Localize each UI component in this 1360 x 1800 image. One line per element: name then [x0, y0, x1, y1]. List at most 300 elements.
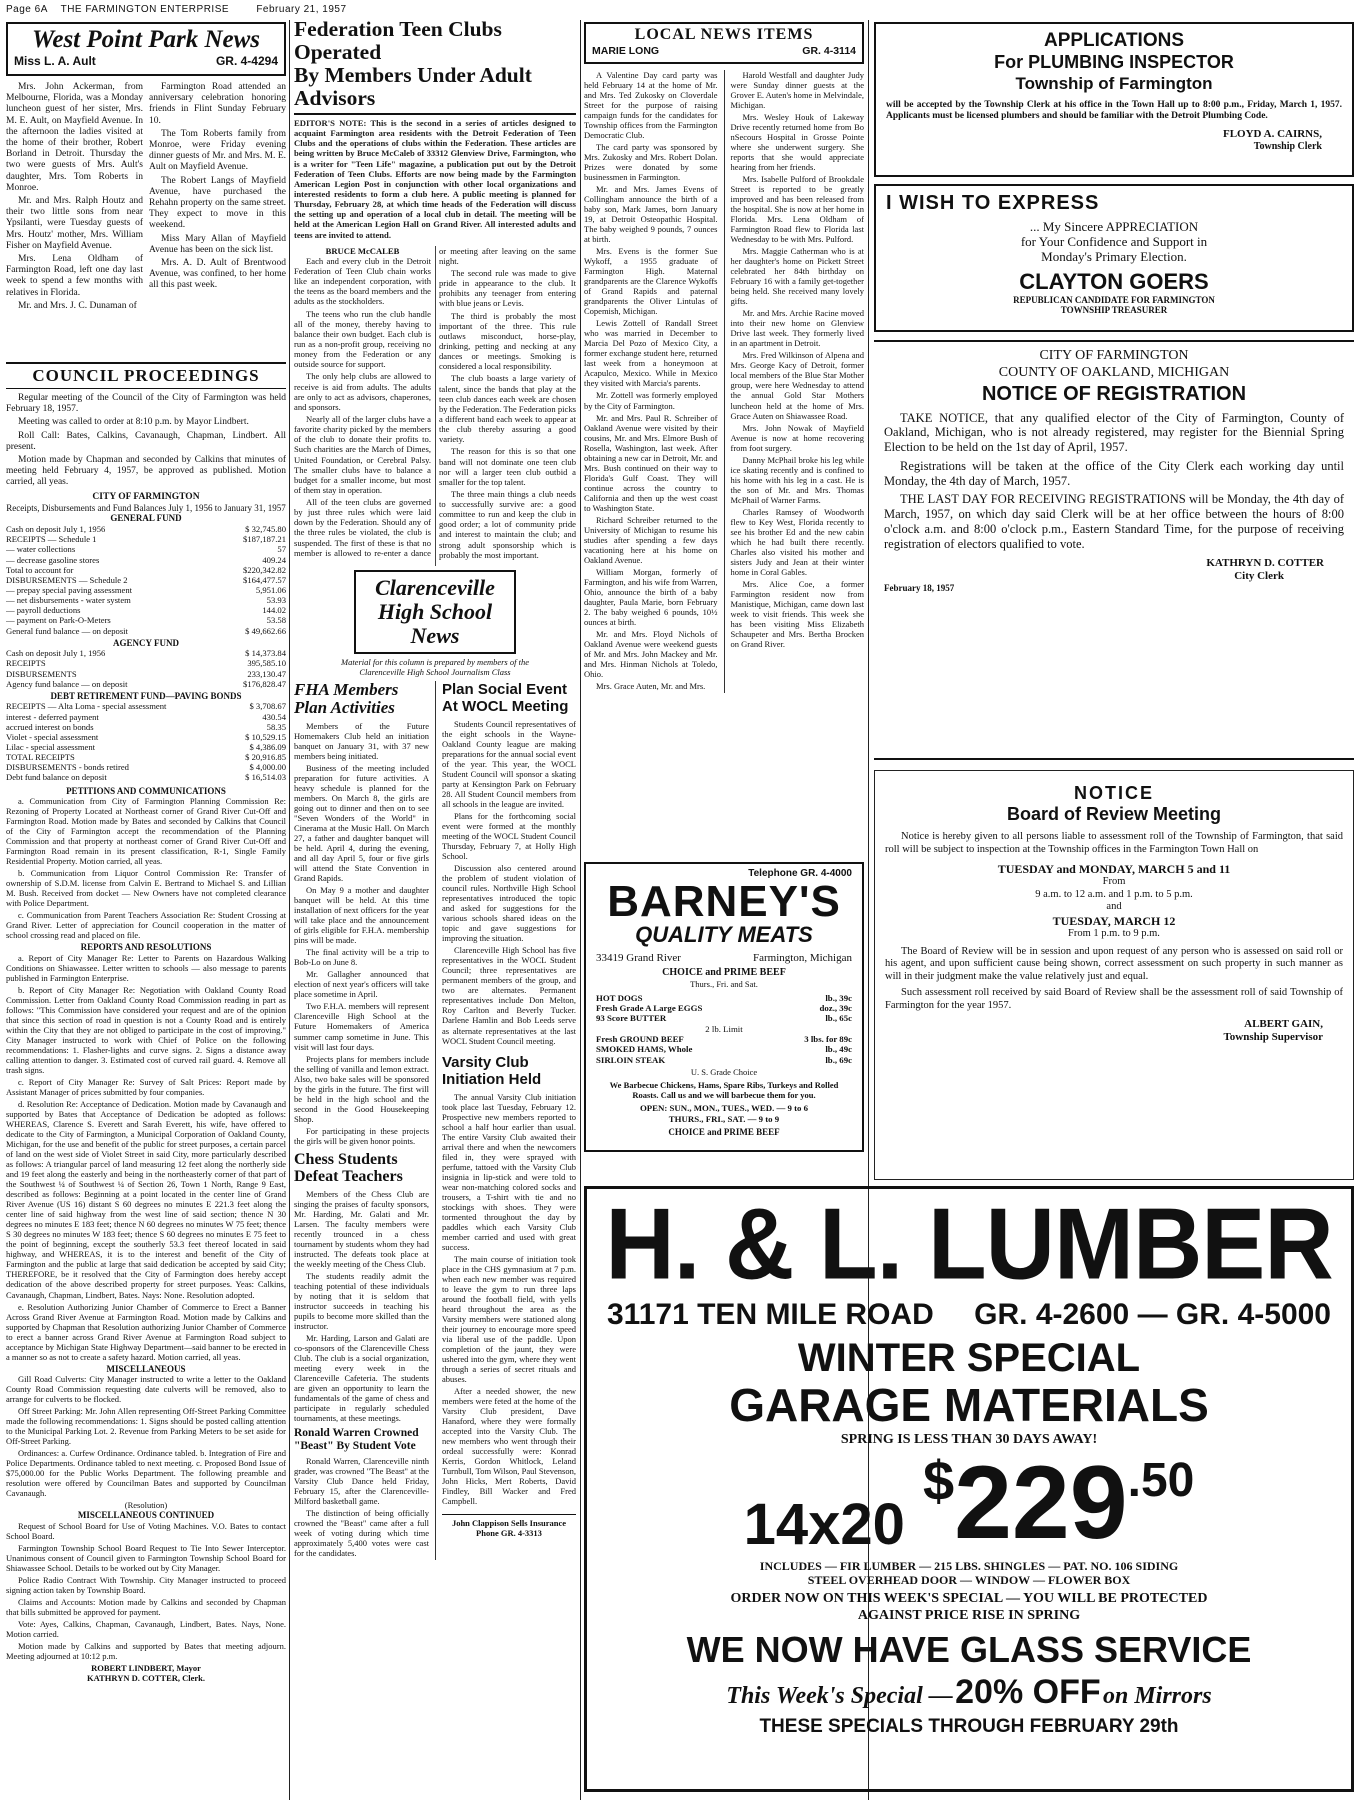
misc-continued-paragraph: Request of School Board for Use of Voting Machines. V.O. Bates to contact School Board.: [6, 1521, 286, 1542]
statement-title: CITY OF FARMINGTON: [92, 491, 200, 502]
local-news-col2: [731, 70, 865, 693]
west-point-paragraph: Mrs. Lena Oldham of Farmington Road, left one day last week to spend a few months with relatives in Florida.: [6, 254, 143, 298]
lumber-includes-2: STEEL OVERHEAD DOOR — WINDOW — FLOWER BOX: [807, 1573, 1131, 1588]
agency-fund-row: [6, 648, 286, 658]
general-fund-value: $ 32,745.80: [245, 524, 286, 535]
misc-continued-paragraph: Motion made by Calkins and supported by Bates that meeting adjourn. Meeting adjourned at 10:12 p.m.: [6, 1641, 286, 1662]
misc-paragraph: Gill Road Culverts: City Manager instructed to write a letter to the Oakland County Road Commission requesting date culverts will be removed, also to arrange for culverts to be flocked.: [6, 1374, 286, 1405]
general-fund-value: $164,477.57: [243, 574, 286, 585]
fha-paragraph: Members of the Future Homemakers Club held an initiation banquet on January 31, with 37 new members being initiated.: [294, 721, 429, 762]
debt-fund-value: $ 10,529.15: [245, 731, 286, 742]
barneys-phone: Telephone GR. 4-4000: [748, 868, 852, 879]
mayor-signature: ROBERT LINDBERT, Mayor: [91, 1663, 201, 1674]
teen-headline-1: Federation Teen Clubs Operated: [294, 18, 502, 64]
general-fund-row: [6, 534, 286, 544]
ronald-paragraph: The distinction of being officially crowned the "Beast" came after a full week of voting during which time approximately 5,400 votes were cast for the candidates.: [294, 1508, 429, 1559]
agency-fund-label: RECEIPTS: [6, 658, 46, 669]
review-signature: ALBERT GAIN,: [1244, 1017, 1323, 1030]
registration-city: CITY OF FARMINGTON: [1039, 348, 1189, 363]
general-fund-label: Total to account for: [6, 564, 74, 575]
misc-heading: MISCELLANEOUS: [106, 1363, 186, 1374]
barneys-item-row: [596, 1013, 852, 1023]
general-fund-label: — prepay special paving assessment: [6, 584, 133, 595]
lumber-size: 14x20: [743, 1491, 905, 1557]
barneys-item-label: Fresh Grade A Large EGGS: [596, 1002, 703, 1013]
misc-continued-body: [6, 1521, 286, 1661]
barneys-item-label: Fresh GROUND BEEF: [596, 1034, 684, 1045]
general-fund-row: [6, 524, 286, 534]
general-fund-value: 5,951.06: [255, 584, 286, 595]
debt-fund-heading: DEBT RETIREMENT FUND—PAVING BONDS: [50, 690, 242, 701]
local-news-phone: GR. 4-3114: [802, 44, 856, 57]
local-news-article: [584, 22, 864, 857]
clerk-signature: KATHRYN D. COTTER, Clerk.: [86, 1673, 206, 1684]
barneys-bbq: We Barbecue Chickens, Hams, Spare Ribs, Turkeys and Rolled Roasts. Call us and we will barbecue them for you.: [609, 1080, 839, 1101]
local-news-paragraph: Charles Ramsey of Woodworth flew to Key West, Florida recently to see his brother Ed and the new cabin which he had built there recently. Charles also visited his mother and sisters Judy and Jean at their winter home in Coral Gables.: [730, 506, 864, 577]
express-role-2: TOWNSHIP TREASURER: [1060, 305, 1168, 316]
express-name: CLAYTON GOERS: [1019, 268, 1209, 294]
west-point-paragraph: Mr. and Mrs. Ralph Houtz and their two little sons from near Ypsilanti, were Tuesday guests of Mrs. Houtz' mother, Mrs. William Fisher on Mayfield Avenue.: [6, 196, 143, 251]
teen-paragraph: The teens who run the club handle all of the money, thereby having to balance their own budget. Each club is run as a non-profit group, receiving no money from the Federation or any outside source for support.: [294, 308, 431, 370]
lumber-garage: GARAGE MATERIALS: [729, 1379, 1209, 1432]
general-fund-value: 144.02: [262, 605, 286, 616]
debt-fund-row: [6, 762, 286, 772]
review-title: Board of Review Meeting: [1006, 804, 1222, 825]
local-news-paragraph: Harold Westfall and daughter Judy were Sunday dinner guests at the Grover E. Auten's home in Melvindale, Michigan.: [730, 70, 864, 111]
general-fund-value: $220,342.82: [243, 564, 286, 575]
lumber-address: 31171 TEN MILE ROAD: [607, 1298, 934, 1331]
local-news-paragraph: Mr. and Mrs. Floyd Nichols of Oakland Avenue were weekend guests of Mr. and Mrs. John Mackey and Mr. and Mrs. Hinman Nichols at Toledo, Ohio.: [584, 628, 718, 679]
review-from: From: [1102, 876, 1126, 888]
barneys-item-row: [596, 993, 852, 1003]
clarenceville-title-1: Clarenceville: [375, 575, 495, 600]
clarenceville-subtitle: Material for this column is prepared by members of the Clarenceville High School Journalism Class: [340, 657, 529, 678]
lumber-mirrors: on Mirrors: [1102, 1683, 1212, 1710]
barneys-tagline-bottom: CHOICE and PRIME BEEF: [668, 1127, 780, 1137]
council-intro-paragraph: Meeting was called to order at 8:10 p.m. by Mayor Lindbert.: [18, 417, 249, 428]
debt-fund-label: DISBURSEMENTS - bonds retired: [6, 762, 129, 773]
lumber-off: 20% OFF: [955, 1673, 1101, 1712]
applications-signature: FLOYD A. CAIRNS,: [1222, 128, 1322, 141]
reports-paragraph: b. Report of City Manager Re: Negotiation with Oakland County Road Commission. Letter from Oakland County Road Commission reading in part as follows: "This Commission have considered your request and are of the opinion that since this section of road in question is not a County Road and is entirely within the City that they are not obliged to participate in the cost of improving." City Manager instructed to work with Chief of Police on the following recommendations: 1. Flasher-lights and curve signs. 2. Signs a distance away calling attention to danger. 3. Estimated cost of curved rail guard. 4. Remove all trash signs.: [6, 985, 286, 1076]
social-paragraph: Students Council representatives of the eight schools in the Wayne-Oakland County league are making preparations for the annual social event of the year. This year, the WOCL Student Council will sponsor a skating party at Kensington Park on February 28. All Student Council members from all schools in the league are invited.: [441, 719, 576, 810]
barneys-item-row: [596, 1003, 852, 1013]
local-news-paragraph: Mrs. Grace Auten, Mr. and Mrs.: [596, 680, 706, 691]
teen-editor-note: EDITOR'S NOTE: This is the second in a series of articles designed to acquaint Farmington area residents with the Detroit Federation of Teen Clubs and the operations of clubs within the Federation. These articles are being written by Bruce McCaleb of 33312 Glenview Drive, Farmington, who is a writer for "Teen Life" magazine, a publication put out by the Detroit Federation of Teen Clubs. Efforts are now being made by the Farmington American Legion Post in conjunction with other local organizations and interested residents to form a club here. A public meeting is planned for Thursday, February 28, at which time heads of the Federation will discuss the setting up and operation of a local club in detail. The meeting will be held at the American Legion Hall on Grand River. All interested adults and teens are invited to attend.: [294, 118, 576, 240]
local-news-paragraph: Mrs. Wesley Houk of Lakeway Drive recently returned home from Bo nSecours Hospital in Grosse Pointe where she underwent surgery. She reports that she would appreciate hearing from her friends.: [730, 112, 864, 173]
varsity-headline-2: Initiation Held: [441, 1070, 542, 1088]
debt-fund-value: $ 4,386.09: [249, 741, 286, 752]
registration-para-2: Registrations will be taken at the office of the City Clerk each working day until Monday, the 4th day of March, 1957.: [884, 458, 1344, 488]
west-point-title: West Point Park News: [31, 26, 260, 53]
express-title: I WISH TO EXPRESS: [886, 192, 1100, 214]
west-point-body: [6, 82, 286, 314]
barneys-item-label: HOT DOGS: [596, 992, 643, 1003]
misc-paragraph: Off Street Parking: Mr. John Allen representing Off-Street Parking Committee made the following recommendations: 1. Signs should be posted calling attention to the Municipal Parking Lot. 2. Revenue from Parking Meters to be set aside for Off-Street Parking.: [6, 1406, 286, 1447]
local-news-paragraph: The card party was sponsored by Mrs. Zukosky and Mrs. Robert Dolan. Prizes were donated by some businessmen in Farmington.: [584, 142, 718, 183]
local-news-paragraph: Mrs. Isabelle Pulford of Brookdale Street is reported to be greatly improved and has been released from the hospital. She is now at her home in Florida. Mrs. Lena Oldham of Farmington Road flew to Florida last Wednesday to be with Mrs. Pulford.: [730, 174, 864, 245]
social-headline-1: Plan Social Event: [441, 681, 568, 699]
fha-paragraph: Mr. Gallagher announced that election of next year's officers will take place sometime in April.: [294, 969, 429, 1000]
registration-county: COUNTY OF OAKLAND, MICHIGAN: [998, 364, 1230, 380]
barneys-grade: U. S. Grade Choice: [690, 1067, 758, 1078]
teen-paragraph: All of the teen clubs are governed by just three rules which were laid down by the Federation. Should any of the three rules be violated, the club is suspended. The first of these is that no member is allowed to re-enter a dance or meeting after leaving on the same night.: [294, 245, 576, 558]
local-news-paragraph: William Morgan, formerly of Farmington, and his wife from Warren, Ohio, announce the birth of a baby daughter, Paula Marie, born February 2. The baby weighed 6 pounds, 10½ ounces at birth.: [584, 566, 718, 627]
general-fund-label: — payment on Park-O-Meters: [6, 615, 111, 626]
social-headline-2: At WOCL Meeting: [441, 698, 569, 716]
general-fund-value: $ 49,662.66: [245, 625, 286, 636]
barneys-hours-2: THURS., FRI., SAT. — 9 to 9: [668, 1113, 780, 1124]
general-fund-label: Cash on deposit July 1, 1956: [6, 524, 106, 535]
general-fund-row: [6, 585, 286, 595]
teen-body: [294, 246, 576, 566]
debt-fund-label: interest - deferred payment: [6, 711, 99, 722]
reports-paragraph: c. Report of City Manager Re: Survey of Salt Prices: Report made by Assistant Manager of prices submitted by four companies.: [6, 1077, 286, 1098]
teen-paragraph: The reason for this is so that one band will not dominate one teen club nor will a larger teen club outbid a smaller for the top talent.: [439, 446, 576, 487]
chess-headline-2: Defeat Teachers: [294, 1167, 403, 1185]
debt-fund-label: accrued interest on bonds: [6, 721, 94, 732]
west-point-correspondent: Miss L. A. Ault: [14, 54, 96, 68]
debt-fund-row: [6, 742, 286, 752]
west-point-article: [6, 22, 286, 358]
agency-fund-value: $176,828.47: [243, 678, 286, 689]
reports-paragraph: e. Resolution Authorizing Junior Chamber of Commerce to Erect a Banner Across Grand River Avenue at Farmington Road. Motion made by Calkins and supported by Chapman that Resolution authorizing Junior Chamber of Commerce to erect a banner across Grand River Avenue at Farmington Road subject to acceptance by Michigan State Highway Department—said banner to be erected in a manner so as not to create a safety hazard. Motion carried, all yeas.: [6, 1301, 286, 1362]
local-news-paragraph: Richard Schreiber returned to the University of Michigan to resume his studies after spending a few days vacationing here at his home on Oakland Avenue.: [584, 514, 718, 565]
misc-continued-heading: MISCELLANEOUS CONTINUED: [77, 1510, 215, 1521]
hl-lumber-ad: [584, 1186, 1354, 1792]
review-hours-2: From 1 p.m. to 9 p.m.: [1068, 927, 1160, 939]
debt-fund-ledger: [6, 701, 286, 782]
clarenceville-title-2: High School News: [377, 599, 493, 648]
chess-paragraph: Members of the Chess Club are singing the praises of faculty sponsors, Mr. Harding, Mr. Galati and Mr. Larsen. The faculty members were recently trounced in a chess tournament by students whom they had instructed. The defeats took place at the weekly meeting of the Chess Club.: [294, 1188, 429, 1269]
barneys-item-label: SIRLOIN STEAK: [596, 1054, 666, 1065]
chess-paragraph: The students readily admit the teaching potential of these individuals by noting that it is seldom that instructor succeeds in teaching his pupils to become more skilled than the instructor.: [294, 1270, 429, 1331]
council-intro-paragraph: Motion made by Chapman and seconded by Calkins that minutes of meeting held February 4, 1957, be approved as published. Motion carried, all yeas.: [6, 455, 286, 488]
varsity-paragraph: The annual Varsity Club initiation took place last Tuesday, February 12. Prospective new members reported to school a half hour earlier than usual. The entire Varsity Club awaited their arrival there and when the newcomers filed in, they were sprayed with perfume, tattoed with the Varsity Club insignia in lip-stick and were told to wear non-matching colored socks and trousers, a T-shirt with tie and no stockings with shoes. They were tormented throughout the day by paddles which each Varsity Club member carried and used with great success.: [441, 1091, 576, 1252]
barneys-limit: 2 lb. Limit: [705, 1023, 743, 1034]
general-fund-value: $187,187.21: [243, 534, 286, 545]
misc-body: [6, 1374, 286, 1498]
agency-fund-label: Agency fund balance — on deposit: [6, 678, 128, 689]
barneys-tagline: CHOICE and PRIME BEEF: [662, 966, 786, 978]
review-para-3: Such assessment roll received by said Board of Review shall be the assessment roll of said Township of Farmington for the year 1957.: [885, 987, 1343, 1011]
local-news-masthead: [584, 22, 864, 64]
clarenceville-columns: [294, 681, 576, 1560]
barneys-price-list-2: [596, 1034, 852, 1065]
general-fund-label: — water collections: [6, 544, 76, 555]
agency-fund-value: 395,585.10: [247, 658, 286, 669]
barneys-item-row: [596, 1044, 852, 1054]
general-fund-row: [6, 615, 286, 625]
debt-fund-row: [6, 701, 286, 711]
west-point-paragraph: Mrs. John Ackerman, from Melbourne, Florida, was a Monday luncheon guest of her sister, Mrs. M. E. Ault, on Mayfield Avenue. In the afternoon the ladies visited at the home of their brother, Robert Borland in Detroit. Thursday the two were guests of Mrs. Ault's daughter, Mrs. Tom Roberts in Monroe.: [6, 82, 143, 193]
misc-continued-paragraph: Police Radio Contract With Township. City Manager instructed to proceed signing action taken by Township Board.: [6, 1575, 286, 1596]
varsity-body: [442, 1092, 576, 1507]
west-point-paragraph: The Tom Roberts family from Monroe, were Friday evening dinner guests of Mr. and Mrs. M. E. Ault on Mayfield Avenue.: [149, 128, 286, 173]
barneys-days: Thurs., Fri. and Sat.: [690, 978, 758, 989]
local-news-paragraph: A Valentine Day card party was held February 14 at the home of Mr. and Mrs. Ted Zukosky on Cloverdale Street for the purpose of raising campaign funds for the candidates for Township offices from the Farmington Democratic Club.: [584, 70, 718, 141]
ronald-headline-2: "Beast" By Student Vote: [294, 1440, 416, 1453]
column-rule: [289, 20, 290, 1800]
local-news-title: LOCAL NEWS ITEMS: [634, 26, 814, 43]
council-proceedings: [6, 362, 286, 1792]
review-signature-title: Township Supervisor: [1223, 1030, 1323, 1043]
teen-byline: BRUCE McCALEB: [325, 245, 400, 256]
teen-paragraph: The second rule was made to give pride in appearance to the club. It prohibits any teenager from entering with blue jeans or Levis.: [439, 267, 576, 309]
west-point-paragraph: Mrs. A. D. Ault of Brentwood Avenue, was confined, to her home all this past week.: [149, 258, 286, 291]
barneys-item-value: lb., 65c: [825, 1013, 852, 1024]
general-fund-ledger: [6, 524, 286, 636]
local-news-paragraph: Mr. and Mrs. James Evens of Collingham announce the birth of a baby son, Mark James, born January 19, at Detroit Osteopathic Hospital. The baby weighed 9 pounds, 7 ounces at birth.: [584, 184, 718, 245]
council-intro-paragraph: Regular meeting of the Council of the City of Farmington was held February 18, 1957.: [6, 393, 286, 415]
express-line-2: for Your Confidence and Support in: [1020, 233, 1208, 249]
teen-paragraph: The club boasts a large variety of talent, since the bands that play at the teen club dances each week are chosen by the Federation. The Federation picks a different band each week to appear at the club thereby assuring a good variety.: [439, 373, 576, 445]
lumber-through: THESE SPECIALS THROUGH FEBRUARY 29th: [759, 1716, 1179, 1738]
teen-paragraph: Each and every club in the Detroit Federation of Teen Club chain works like an independent corporation, with the teens as the board members and the adults as the stockholders.: [294, 255, 431, 307]
debt-fund-row: [6, 722, 286, 732]
review-hours-1: 9 a.m. to 12 a.m. and 1 p.m. to 5 p.m.: [1035, 888, 1193, 900]
clarenceville-masthead: [354, 570, 516, 654]
barneys-item-value: 3 lbs. for 89c: [804, 1034, 852, 1045]
review-para-1: Notice is hereby given to all persons liable to assessment roll of the Township of Farmington, that said roll will be subject to inspection at the Township offices in the Farmington Town Hall on: [885, 831, 1343, 855]
fha-paragraph: On May 9 a mother and daughter banquet will be held. At this time installation of next officers for the year will take place and the announcement of girls eligible for F.H.A. membership pins will be made.: [294, 885, 429, 946]
social-paragraph: Plans for the forthcoming social event were formed at the monthly meeting of the WOCL Student Council Thursday, February 7, at Holly High School.: [441, 811, 576, 862]
barneys-item-value: doz., 39c: [819, 1002, 852, 1013]
debt-fund-value: 58.35: [266, 721, 286, 732]
debt-fund-label: TOTAL RECEIPTS: [6, 752, 75, 763]
local-news-paragraph: Mrs. Maggie Catherman who is at her daughter's home on Pickett Street celebrated her 84th birthday on February 16 with a family get-together being held. She received many lovely gifts.: [730, 246, 864, 307]
teen-rule: [294, 113, 576, 115]
petitions-body: [6, 796, 286, 940]
fha-paragraph: Two F.H.A. members will represent Clarenceville High School at the Future Homemakers of America summer camp sometime in June. This visit will last four days.: [294, 1001, 429, 1052]
agency-fund-value: $ 14,373.84: [245, 648, 286, 659]
general-fund-row: [6, 544, 286, 554]
local-news-paragraph: Mrs. Alice Coe, a former Farmington resident now from Manistique, Michigan, came down last week to visit friends. This week she has been visiting Miss Elizabeth Schaupeter and Mrs. Bertha Brocken on Grand River.: [730, 578, 864, 649]
express-role-1: REPUBLICAN CANDIDATE FOR FARMINGTON: [1013, 294, 1215, 305]
debt-fund-value: $ 3,708.67: [249, 701, 286, 712]
registration-signature-title: City Clerk: [1234, 570, 1284, 583]
varsity-headline-1: Varsity Club: [441, 1053, 529, 1071]
clarenceville-right-column: [442, 681, 576, 1560]
clappison-phone: Phone GR. 4-3313: [476, 1528, 542, 1539]
debt-fund-row: [6, 752, 286, 762]
west-point-masthead: [6, 22, 286, 76]
barneys-ad: [584, 862, 864, 1152]
barneys-subtitle: QUALITY MEATS: [635, 921, 813, 947]
debt-fund-value: 430.54: [262, 711, 286, 722]
general-fund-label: General fund balance — on deposit: [6, 625, 128, 636]
review-dates-1: TUESDAY and MONDAY, MARCH 5 and 11: [997, 862, 1231, 877]
lumber-special: This Week's Special —: [726, 1683, 953, 1710]
debt-fund-row: [6, 732, 286, 742]
general-fund-label: — payroll deductions: [6, 605, 81, 616]
local-news-paragraph: Mr. and Mrs. Archie Racine moved into their new home on Glenview Drive last week. They formerly lived in an apartment in Detroit.: [730, 308, 864, 349]
express-ad: [874, 184, 1354, 332]
local-news-paragraph: Mrs. John Nowak of Mayfield Avenue is now at home recovering from foot surgery.: [730, 422, 864, 453]
barneys-item-label: SMOKED HAMS, Whole: [596, 1044, 693, 1055]
misc-continued-paragraph: Claims and Accounts: Motion made by Calkins and seconded by Chapman that bills submitted be approved for payment.: [6, 1597, 286, 1618]
barneys-item-value: lb., 39c: [825, 992, 852, 1003]
petitions-paragraph: c. Communication from Parent Teachers Association Re: Student Crossing at Grand River. Letter of appreciation for Council cooperation in the matter of school crossing read and placed on file.: [6, 910, 286, 941]
west-point-phone: GR. 4-4294: [215, 54, 278, 68]
teen-paragraph: The third is probably the most important of the three. This rule outlaws misconduct, horse-play, drinking, petting and necking at any dances or meetings. Smoking is considered a local responsibility.: [439, 310, 576, 372]
teen-paragraph: The three main things a club needs to successfully survive are: a good committee to run and keep the club in good order; a lot of community pride and interest to maintain the club; and strong adult sponsorship which is probably the most important.: [439, 488, 576, 560]
applications-title: APPLICATIONS: [1043, 30, 1185, 51]
lumber-name: H. & L. LUMBER: [605, 1188, 1333, 1301]
council-title: COUNCIL PROCEEDINGS: [6, 362, 286, 389]
local-news-paragraph: Mrs. Fred Wilkinson of Alpena and Mrs. George Kacy of Detroit, former local members of the Blue Star Mother group, were here Wednesday to attend the annual Gold Star Mothers luncheon held at the home of Mrs. Grace Auten on Shiawassee Road.: [730, 350, 864, 421]
reports-paragraph: d. Resolution Re: Acceptance of Dedication. Motion made by Cavanaugh and supported by Bates that Acceptance of Dedication be adopted as follows: WHEREAS, Clarence S. Everett and Sarah Everett, his wife, have offered to dedicate to the City of Farmington, a Municipal Corporation of Oakland County, Michigan, for the use and benefit of the public for street purposes, a certain parcel of land on the west side of Violet Street in said City, more particularly described as follows: A triangular parcel of land measuring 12 feet along the northerly side and 19 feet along the easterly and being in the northeasterly corner of that part of the Southwest ¼ of Southwest ¼ of Section 26, Town 1 North, Range 9 East, described as follows: Beginning at a point located in the center line of Grand River Avenue (US 16) distant S 60 degrees no minutes E 221.3 feet along the center line of said highway from the west line of said section; thence N 30 degrees no minutes E 183 feet; thence N 60 degrees no minutes W 75 feet; thence S 30 degrees no minutes W 183 feet; thence S 60 degrees no minutes E 75 feet to the point of beginning, except the southerly 53.3 feet thereof located in said highway, and WHEREAS, it is to the interest and benefit of the City of Farmington and the public at large that said dedication be accepted by said City; THEREFORE, be it resolved that the City of Farmington does hereby accept dedication of the above described property for street purposes. Yeas: Calkins, Cavanaugh, Chapman, Lindbert, Bates. Nays: None. Resolution adopted.: [6, 1099, 286, 1300]
review-and: and: [1106, 901, 1122, 913]
teen-clubs-article: [294, 18, 576, 566]
folio-date: February 21, 1957: [256, 4, 347, 15]
local-news-correspondent: MARIE LONG: [592, 44, 660, 57]
general-fund-row: [6, 555, 286, 565]
social-body: [442, 719, 576, 1046]
local-news-paragraph: Mr. and Mrs. Paul R. Schreiber of Oakland Avenue were visited by their cousins, Mr. and Mrs. Elmore Bush of Rosella, Washington, last week. After obtaining a new car in Detroit, Mr. and Mrs. Bush continued on their way to Florida's Gulf Coast. They will continue across the country to California and then up the west coast to Washington State.: [584, 412, 718, 513]
west-point-paragraph: Farmington Road attended an anniversary celebration honoring friends in Flint Sunday February 10.: [149, 82, 286, 126]
local-news-paragraph: Mrs. Evens is the former Sue Wykoff, a 1955 graduate of Farmington High. Maternal grandparents are the Clarence Wykoffs of Grand Rapids and paternal grandparents the Oliver Lintulas of Copemish, Michigan.: [584, 246, 718, 317]
clarenceville-section: [294, 570, 576, 1792]
lumber-price-row: [597, 1444, 1341, 1561]
general-fund-heading: GENERAL FUND: [110, 513, 182, 524]
general-fund-row: [6, 626, 286, 636]
general-fund-row: [6, 595, 286, 605]
debt-fund-label: Violet - special assessment: [6, 731, 99, 742]
debt-fund-label: Lilac - special assessment: [6, 741, 96, 752]
registration-para-1: TAKE NOTICE, that any qualified elector of the City of Farmington, County of Oakland, Michigan, who is not already registered, may register for the Biennial Spring Election to be held on the 1st day of April, 1957.: [884, 410, 1344, 455]
general-fund-value: 53.58: [266, 615, 286, 626]
teen-headline-2: By Members Under Adult Advisors: [294, 63, 532, 110]
misc-paragraph: Ordinances: a. Curfew Ordinance. Ordinance tabled. b. Integration of Fire and Police Departments. Ordinance tabled to next meeting. c. Proposed Bond Issue of $75,000.00 for the Public Works Department. The following preamble and resolution were offered by Councilman Bates and supported by Councilman Cavanaugh.: [6, 1448, 286, 1499]
barneys-city: Farmington, Michigan: [753, 951, 852, 964]
applications-notice: [874, 22, 1354, 177]
lumber-includes: INCLUDES — FIR LUMBER — 215 LBS. SHINGLES — PAT. NO. 106 SIDING: [759, 1558, 1179, 1573]
general-fund-row: [6, 565, 286, 575]
local-news-paragraph: Danny McPhail broke his leg while ice skating recently and is confined to his home with his leg in a cast. He is the son of Mr. and Mrs. Thomas McPhail of Warner Farms.: [730, 454, 864, 505]
debt-fund-value: $ 4,000.00: [249, 762, 286, 773]
lumber-spring: SPRING IS LESS THAN 30 DAYS AWAY!: [840, 1432, 1098, 1448]
teen-paragraph: Nearly all of the larger clubs have a favorite charity picked by the members of the club to donate their profits to. Such charities are the March of Dimes, United Foundation, or Cerebral Palsy. The smaller clubs have to balance a budget for a smaller income, but most of them stay in operation.: [294, 413, 431, 495]
social-paragraph: Clarenceville High School has five representatives in the WOCL Student Council; three representatives are permanent members of the group, and two are alternates. Permanent representatives include Don Melton, Roy Carlton and Beverly Tucker. Darlene Hamlin and Bob Leeds serve as alternate representatives at the last WOCL Student Council meeting.: [441, 945, 576, 1046]
barneys-item-value: lb., 69c: [825, 1054, 852, 1065]
applications-body: will be accepted by the Township Clerk at his office in the Town Hall up to 8:00 p.m., Friday, March 1, 1957. Applicants must be licensed plumbers and should be familiar with the Detroit Plumbing Code.: [886, 99, 1342, 121]
general-fund-label: — decrease gasoline stores: [6, 554, 100, 565]
lumber-winter: WINTER SPECIAL: [797, 1336, 1141, 1381]
ronald-paragraph: Ronald Warren, Clarenceville ninth grader, was crowned "The Beast" at the Varsity Club Dance held Friday, February 15, after the Clarenceville-Milford basketball game.: [294, 1456, 429, 1507]
reports-body: [6, 953, 286, 1362]
lumber-price: 229: [954, 1444, 1128, 1561]
chess-headline-1: Chess Students: [294, 1150, 398, 1168]
registration-para-3: THE LAST DAY FOR RECEIVING REGISTRATIONS will be Monday, the 4th day of March, 1957, on which day said Clerk will be at her office between the hours of 8:00 o'clock a.m. and 8:00 o'clock p.m., Eastern Standard Time, for the purpose of receiving registration of electors qualified to vote.: [884, 492, 1344, 551]
teen-paragraph: The only help clubs are allowed to receive is aid from adults. The adults are only to act as advisors, chaperones, and sponsors.: [294, 371, 431, 412]
petitions-paragraph: b. Communication from Liquor Control Commission Re: Transfer of ownership of S.D.M. license from Calvin E. Bertrand to Michael S. and Lillian M. Bush. Received from docket — New Owners have not completed clearance with Police Department.: [6, 868, 286, 909]
registration-signature: KATHRYN D. COTTER: [1206, 557, 1324, 570]
west-point-col2: [149, 82, 286, 314]
ronald-headline-1: Ronald Warren Crowned: [294, 1427, 419, 1440]
west-point-paragraph: Miss Mary Allan of Mayfield Avenue has been on the sick list.: [149, 233, 286, 255]
debt-fund-label: RECEIPTS — Alta Loma - special assessment: [6, 701, 167, 712]
general-fund-row: [6, 605, 286, 615]
council-intro-paragraph: Roll Call: Bates, Calkins, Cavanaugh, Chapman, Lindbert. All present.: [6, 430, 286, 452]
social-paragraph: Discussion also centered around the problem of student violation of council rules. Northville High School representatives introduced the topic and asked for suggestions for the various schools shared ideas on the topic and gave suggestions for improving the situation.: [441, 863, 576, 944]
local-news-body: [584, 70, 864, 693]
applications-subtitle-2: Township of Farmington: [1015, 73, 1213, 93]
barneys-item-row: [596, 1034, 852, 1044]
agency-fund-row: [6, 679, 286, 689]
lumber-cents: .50: [1127, 1453, 1195, 1507]
fha-paragraph: Projects plans for members include the selling of vanilla and lemon extract. Also, two bake sales will be sponsored by the girls in the future. The first will be held in the high school and the second in the Good Housekeeping Shop.: [294, 1053, 429, 1124]
petitions-paragraph: a. Communication from City of Farmington Planning Commission Re: Rezoning of Property Located at Northeast corner of Grand River Cut-Off and Farmington Road. Motion made by Bates and seconded by Calkins that Council of the City of Farmington accept the recommendation of the Planning Commission and that property at northeast corner of Grand River Cut-Off and Farmington Road remain in its present classification, R-1, Single Family Residential Property. Motion carried, all yeas.: [6, 796, 286, 867]
agency-fund-label: DISBURSEMENTS: [6, 668, 77, 679]
folio-paper: THE FARMINGTON ENTERPRISE: [60, 4, 230, 15]
lumber-dollar-sign: $: [922, 1448, 955, 1512]
debt-fund-row: [6, 712, 286, 722]
general-fund-label: DISBURSEMENTS — Schedule 2: [6, 574, 128, 585]
chess-body: [294, 1189, 429, 1423]
reports-heading: REPORTS AND RESOLUTIONS: [80, 942, 212, 953]
general-fund-row: [6, 575, 286, 585]
ronald-body: [294, 1456, 429, 1558]
misc-continued-paragraph: Vote: Ayes, Calkins, Chapman, Cavanaugh, Lindbert, Bates. Nays, None. Motion carried.: [6, 1619, 286, 1640]
debt-fund-label: Debt fund balance on deposit: [6, 772, 107, 783]
general-fund-value: 57: [277, 544, 286, 555]
page-folio: [6, 4, 347, 16]
agency-fund-label: Cash on deposit July 1, 1956: [6, 648, 106, 659]
column-rule: [580, 20, 581, 1800]
express-line-3: Monday's Primary Election.: [1041, 249, 1187, 265]
applications-signature-title: Township Clerk: [1253, 141, 1322, 153]
barneys-price-list: [596, 993, 852, 1024]
barneys-item-value: lb., 49c: [825, 1044, 852, 1055]
local-news-col1: [584, 70, 718, 693]
agency-fund-ledger: [6, 648, 286, 689]
debt-fund-row: [6, 772, 286, 782]
west-point-paragraph: The Robert Langs of Mayfield Avenue, have purchased the Rehahn property on the same street. They expect to move in this weekend.: [149, 175, 286, 231]
statement-subtitle: Receipts, Disbursements and Fund Balances July 1, 1956 to January 31, 1957: [6, 502, 286, 513]
clarenceville-left-column: [294, 681, 429, 1560]
resolution-label: (Resolution): [124, 1500, 168, 1511]
general-fund-value: 53.93: [266, 595, 286, 606]
west-point-paragraph: Mr. and Mrs. J. C. Dunaman of: [18, 300, 137, 311]
barneys-item-label: 93 Score BUTTER: [596, 1013, 667, 1024]
lumber-phones: GR. 4-2600 — GR. 4-5000: [974, 1298, 1331, 1331]
fha-paragraph: The final activity will be a trip to Bob-Lo on June 8.: [294, 947, 429, 968]
debt-fund-value: $ 16,514.03: [245, 772, 286, 783]
local-news-paragraph: Mr. Zottell was formerly employed by the City of Farmington.: [584, 390, 718, 411]
lumber-order-1: ORDER NOW ON THIS WEEK'S SPECIAL — YOU WILL BE PROTECTED: [730, 1591, 1208, 1607]
misc-continued-paragraph: Farmington Township School Board Request to Tie Into Sewer Interceptor. Unanimous consent of Council given to Farmington Township School Board for Shiawassee School. Details to be worked out by City Manager.: [6, 1543, 286, 1574]
agency-fund-value: 233,130.47: [247, 668, 286, 679]
west-point-col1: [6, 82, 143, 314]
registration-title: NOTICE OF REGISTRATION: [981, 383, 1247, 406]
barneys-item-row: [596, 1055, 852, 1065]
fha-headline-1: FHA Members: [294, 680, 399, 700]
local-news-paragraph: Lewis Zottell of Randall Street who was married in December to Marcia Del Pozo of Mexico City, a former exchange student here, returned last week from a honeymoon at Acapulco, Mexico. While in Mexico they visited with Marcia's parents.: [584, 318, 718, 389]
general-fund-label: RECEIPTS — Schedule 1: [6, 534, 97, 545]
registration-date: February 18, 1957: [884, 583, 955, 594]
varsity-paragraph: The main course of initiation took place in the CHS gymnasium at 7 p.m. when each new member was required to leave the gym to run three laps around the football field, with yells heard throughout the area as the Varsity members were stationed along their journey to encourage more speed via liberal use of the paddle. Upon completion of the jaunt, they were ushered into the gym, where they went through a series of secret rituals and abuses.: [441, 1253, 576, 1384]
council-intro: [6, 393, 286, 489]
fha-body: [294, 721, 429, 1146]
lumber-order-2: AGAINST PRICE RISE IN SPRING: [857, 1607, 1081, 1623]
general-fund-value: 409.24: [262, 554, 286, 565]
fha-headline-2: Plan Activities: [294, 698, 395, 718]
fha-paragraph: For participating in these projects the girls will be given honor points.: [294, 1125, 429, 1146]
barneys-name: BARNEY'S: [607, 876, 841, 926]
agency-fund-row: [6, 669, 286, 679]
clappison-ad: [442, 1514, 576, 1538]
